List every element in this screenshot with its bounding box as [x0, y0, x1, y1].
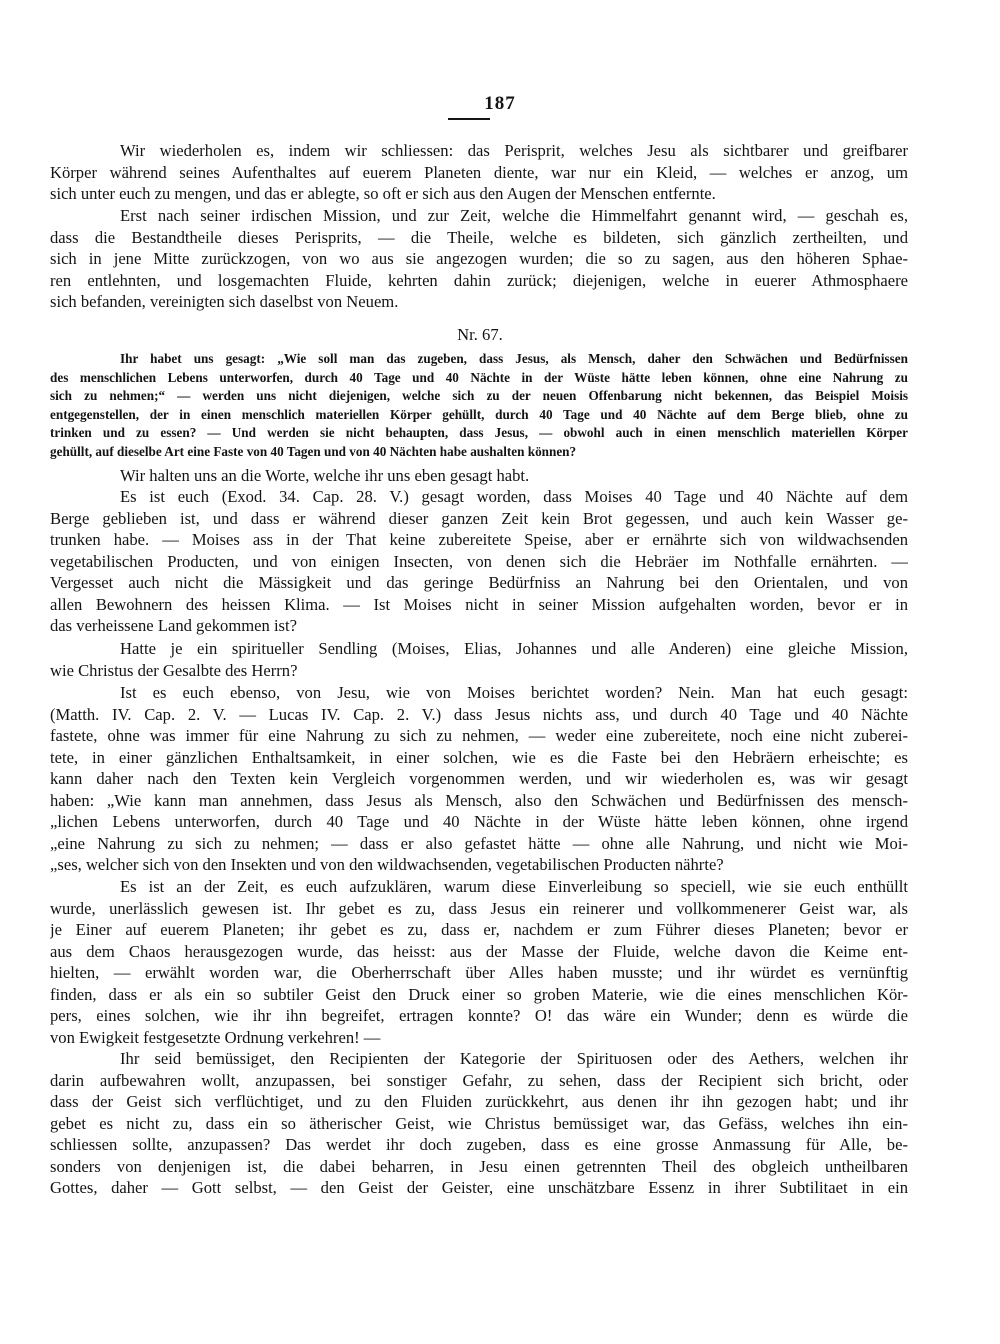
page-number-rule: [448, 118, 490, 120]
text-line: tete, in einer gänzlichen Enthaltsamkeit, in einer solchen, wie es die Faste bei den Hebräern erheischte; es: [50, 747, 908, 767]
text-line: „lichen Lebens unterworfen, durch 40 Tage und 40 Nächte in der Wüste hätte leben können, ohne irgend: [50, 812, 908, 831]
text-line: ren entlehnten, und losgemachten Fluide, kehrten dahin zurück; diejenigen, welche in euerer Athmosphaere: [50, 270, 908, 290]
question-block: [50, 350, 908, 462]
paragraph-6: [50, 682, 908, 876]
text-line: allen Bewohnern des heissen Klima. — Ist Moises nicht in seiner Mission aufgehalten worden, bevor er in: [50, 594, 908, 614]
paragraph-4: [50, 486, 908, 637]
text-line: wurde, unerlässlich gewesen ist. Ihr gebet es zu, dass Jesus ein reinerer und vollkommenerer Geist war, als: [50, 898, 908, 918]
question-line: gehüllt, auf dieselbe Art eine Faste von 40 Tagen und von 40 Nächten habe aushalten können?: [50, 443, 577, 459]
paragraph-3: [50, 465, 908, 487]
text-line: schliessen sollte, anzupassen? Das werdet ihr doch zugeben, dass es eine grosse Anmassung für Alle, be-: [50, 1135, 908, 1154]
question-line: Ihr habet uns gesagt: „Wie soll man das zugeben, dass Jesus, als Mensch, daher den Schwächen und Bedürfnissen: [120, 351, 908, 366]
paragraph-1: [50, 140, 908, 205]
text-line: Vergesset auch nicht die Mässigkeit und das geringe Bedürfniss an Nahrung bei den Orientalen, und von: [50, 573, 908, 592]
paragraph-7: [50, 876, 908, 1048]
text-line: hielten, — erwählt worden war, die Oberherrschaft über Alles haben musste; und ihr würdet es vernünftig: [50, 963, 908, 982]
text-line: aus dem Chaos herausgezogen wurde, das heisst: aus der Masse der Fluide, welche davon die Keime ent-: [50, 941, 908, 961]
text-line: darin aufbewahren wollt, anzupassen, bei sonstiger Gefahr, zu sehen, dass der Recipient sich bricht, oder: [50, 1070, 908, 1090]
text-line: Gottes, daher — Gott selbst, — den Geist der Geister, eine unschätzbare Essenz in ihrer Subtilitaet in ein: [50, 1178, 908, 1197]
text-line: Es ist an der Zeit, es euch aufzuklären, warum diese Einverleibung so speciell, wie sie euch enthüllt: [120, 877, 908, 896]
question-line: sich zu nehmen;“ — werden uns nicht diejenigen, welche sich zu der neuen Offenbarung nicht bekennen, das Beispiel Moisis: [50, 388, 908, 404]
text-line: kann daher nach den Texten kein Vergleich vorgenommen werden, und wir wiederholen es, was wir gesagt: [50, 769, 908, 788]
paragraph-2: [50, 205, 908, 313]
text-line: „ses, welcher sich von den Insekten und von den wildwachsenden, vegetabilischen Producten nährte?: [50, 855, 724, 874]
text-line: Körper während seines Aufenthaltes auf euerem Planeten diente, war nur ein Kleid, — welches er anzog, um: [50, 162, 908, 182]
text-line: je Einer auf euerem Planeten; ihr gebet es zu, dass er, nachdem er zum Führer dieses Planeten; bevor er: [50, 920, 908, 939]
text-line: pers, eines solchen, wie ihr ihn begreifet, ertragen konnte? O! das wäre ein Wunder; denn es würde die: [50, 1006, 908, 1025]
text-line: dass der Geist sich verflüchtiget, und zu den Fluiden zurückkehrt, aus denen ihr ihn gezogen habt; und ihr: [50, 1092, 908, 1111]
text-line: Hatte je ein spiritueller Sendling (Moises, Elias, Johannes und alle Anderen) eine gleiche Mission,: [120, 639, 908, 658]
text-line: Erst nach seiner irdischen Mission, und zur Zeit, welche die Himmelfahrt genannt wird, — geschah es,: [120, 206, 908, 225]
text-line: gebet es nicht zu, dass ein so ätherischer Geist, wie Christus bemüssiget war, das Gefäss, welches ihn ein-: [50, 1113, 908, 1133]
text-line: haben: „Wie kann man annehmen, dass Jesus als Mensch, also den Schwächen und Bedürfnissen des mensch-: [50, 790, 908, 810]
text-line: sonders von denjenigen ist, die dabei beharren, in Jesu einen getrennten Theil des obgleich untheilbaren: [50, 1156, 908, 1176]
text-line: Ihr seid bemüssiget, den Recipienten der Kategorie der Spirituosen oder des Aethers, welchen ihr: [120, 1049, 908, 1068]
text-line: „eine Nahrung zu sich zu nehmen; — dass er also gefastet hätte — ohne alle Nahrung, und nicht wie Moi-: [50, 833, 908, 853]
text-line: von Ewigkeit festgesetzte Ordnung verkehren! —: [50, 1027, 381, 1047]
paragraph-8: [50, 1048, 908, 1199]
text-line: sich befanden, vereinigten sich daselbst von Neuem.: [50, 292, 399, 311]
text-line: fastete, ohne was immer für eine Nahrung zu sich zu nehmen, — weder eine zubereitete, noch eine nicht zuberei-: [50, 726, 908, 745]
text-line: Wir wiederholen es, indem wir schliessen: das Perisprit, welches Jesu als sichtbarer und greifbarer: [120, 141, 908, 160]
paragraph-5: [50, 638, 908, 681]
section-heading: Nr. 67.: [457, 325, 503, 344]
text-line: wie Christus der Gesalbte des Herrn?: [50, 660, 298, 680]
question-line: entgegenstellen, der in einen menschlich materiellen Körper gehüllt, durch 40 Tage und 40 Nächte auf dem Berge blieb, ohne zu: [50, 406, 908, 422]
page-number: 187: [484, 93, 516, 114]
question-line: des menschlichen Lebens unterworfen, durch 40 Tage und 40 Nächte in der Wüste hätte leben können, ohne eine Nahrung zu: [50, 369, 908, 385]
text-line: dass die Bestandtheile dieses Perisprits, — die Theile, welche es bildeten, sich gänzlich zertheilten, und: [50, 227, 908, 247]
question-line: trinken und zu essen? — Und werden sie nicht behaupten, dass Jesus, — obwohl auch in einen menschlich materiellen Körper: [50, 425, 908, 441]
text-line: (Matth. IV. Cap. 2. V. — Lucas IV. Cap. 2. V.) dass Jesus nichts ass, und durch 40 Tage und 40 Nächte: [50, 704, 908, 724]
text-line: finden, dass er als ein so subtiler Geist den Druck einer so groben Materie, wie die eines menschlichen Kör-: [50, 984, 908, 1004]
text-line: trunken habe. — Moises ass in der That keine zubereitete Speise, aber er ernährte sich von wildwachsenden: [50, 530, 908, 549]
text-line: Es ist euch (Exod. 34. Cap. 28. V.) gesagt worden, dass Moises 40 Tage und 40 Nächte auf dem: [120, 487, 908, 506]
text-line: vegetabilischen Producten, und von einigen Insecten, von denen sich die Hebräer im Nothfalle ernährten. —: [50, 551, 908, 571]
text-line: Wir halten uns an die Worte, welche ihr uns eben gesagt habt.: [120, 466, 530, 485]
text-line: das verheissene Land gekommen ist?: [50, 616, 297, 635]
text-line: sich unter euch zu mengen, und das er ablegte, so oft er sich aus den Augen der Menschen entfernte.: [50, 184, 716, 203]
text-line: sich in jene Mitte zurückzogen, von wo aus sie angezogen wurden; die so zu sagen, aus den höheren Sphae-: [50, 249, 908, 268]
text-line: Ist es euch ebenso, von Jesu, wie von Moises berichtet worden? Nein. Man hat euch gesagt:: [120, 683, 908, 702]
text-line: Berge geblieben ist, und dass er während dieser ganzen Zeit kein Brot gegessen, und auch kein Wasser ge-: [50, 508, 908, 528]
